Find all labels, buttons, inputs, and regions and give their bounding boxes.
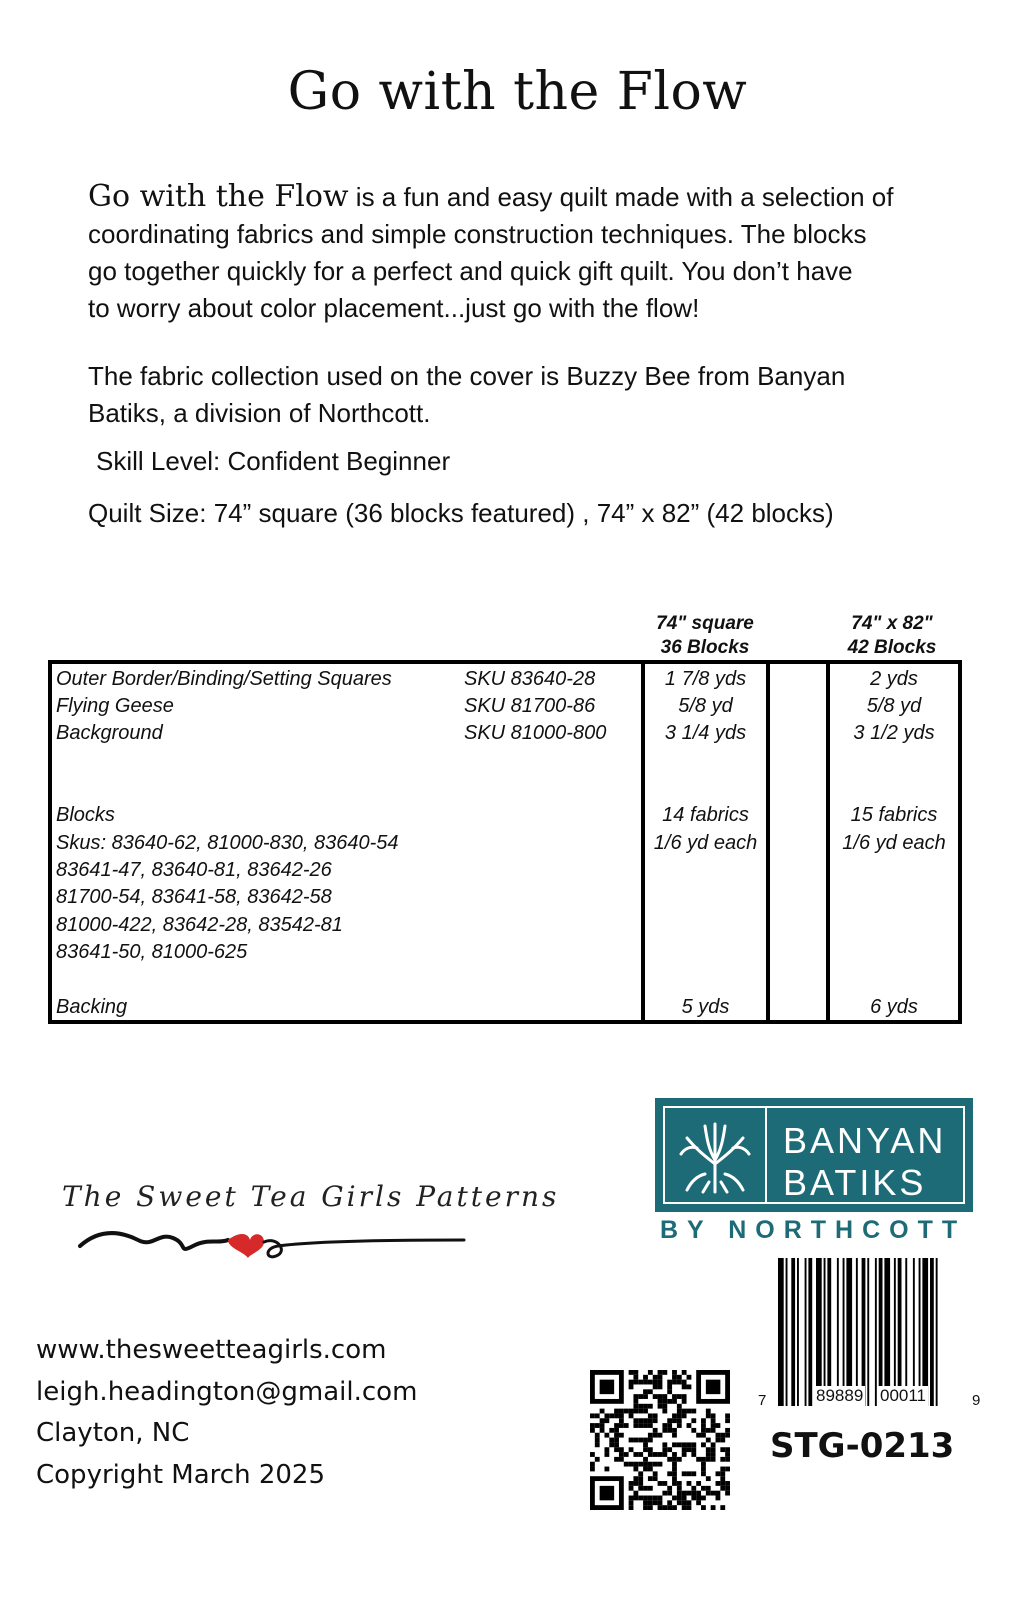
backing-label: Backing xyxy=(56,996,128,1018)
blocks-sku-line-5: 83641-50, 81000-625 xyxy=(56,941,248,963)
blocks-b-count: 15 fabrics xyxy=(850,804,938,826)
banyan-line-2: BATIKS xyxy=(783,1162,927,1203)
row-b-background: 3 1/2 yds xyxy=(853,722,935,744)
blocks-sku-line-2: 83641-47, 83640-81, 83642-26 xyxy=(56,859,332,881)
banyan-logo-wordmark xyxy=(783,1120,946,1204)
blocks-sku-line-4: 81000-422, 83642-28, 83542-81 xyxy=(56,914,343,936)
row-sku-outer-border: SKU 83640-28 xyxy=(464,668,596,690)
column-header-rect-line-2: 42 Blocks xyxy=(847,637,937,658)
row-a-flying-geese: 5/8 yd xyxy=(678,695,733,717)
location-text: Clayton, NC xyxy=(36,1418,190,1448)
row-sku-flying-geese: SKU 81700-86 xyxy=(464,695,596,717)
blocks-sku-line-3: 81700-54, 83641-58, 83642-58 xyxy=(56,886,332,908)
intro-line-1 xyxy=(88,178,958,216)
blocks-b-amount: 1/6 yd each xyxy=(842,832,946,854)
blocks-a-count: 14 fabrics xyxy=(662,804,749,826)
row-b-flying-geese: 5/8 yd xyxy=(866,695,922,717)
row-a-outer-border: 1 7/8 yds xyxy=(664,668,747,690)
barcode-icon xyxy=(778,1258,970,1406)
website-link[interactable]: www.thesweetteagirls.com xyxy=(36,1335,387,1365)
blocks-label: Blocks xyxy=(56,804,115,826)
barcode-group-2: 00011 xyxy=(880,1386,927,1405)
contact-block xyxy=(36,1330,417,1496)
column-header-rect xyxy=(826,612,958,660)
table-divider-2 xyxy=(766,664,770,1020)
intro-line-2: coordinating fabrics and simple construction techniques. The blocks xyxy=(88,219,867,249)
intro-paragraph xyxy=(88,178,958,327)
intro-line-3: go together quickly for a perfect and quick gift quilt. You don’t have xyxy=(88,256,853,286)
email-link[interactable]: leigh.headington@gmail.com xyxy=(36,1376,418,1407)
fabric-note-line-1: The fabric collection used on the cover is Buzzy Bee from Banyan xyxy=(88,361,846,391)
backing-a: 5 yds xyxy=(681,996,730,1018)
barcode-group-1: 89889 xyxy=(816,1386,864,1405)
pattern-name: Go with the Flow xyxy=(88,179,349,214)
column-header-rect-line-1: 74" x 82" xyxy=(851,613,933,634)
column-header-square xyxy=(642,612,768,660)
pattern-code: STG-0213 xyxy=(770,1426,955,1466)
column-header-square-line-1: 74" square xyxy=(656,613,754,634)
quilt-size: Quilt Size: 74” square (36 blocks featured) , 74” x 82” (42 blocks) xyxy=(88,498,834,528)
sweet-tea-logo-text: The Sweet Tea Girls Patterns xyxy=(62,1180,560,1213)
banyan-batiks-logo xyxy=(655,1098,973,1212)
barcode-lead-digit: 7 xyxy=(758,1392,767,1409)
row-b-outer-border: 2 yds xyxy=(870,668,918,690)
tree-icon xyxy=(675,1120,755,1194)
column-header-square-line-2: 36 Blocks xyxy=(660,637,750,658)
row-sku-background: SKU 81000-800 xyxy=(464,722,607,744)
fabric-note-line-2: Batiks, a division of Northcott. xyxy=(88,398,431,428)
fabric-requirements-table xyxy=(48,660,962,1024)
fabric-note xyxy=(88,358,958,432)
banyan-logo-divider xyxy=(765,1108,767,1202)
banyan-logo-frame xyxy=(663,1106,965,1204)
heart-swirl-icon xyxy=(78,1222,468,1262)
skill-level: Skill Level: Confident Beginner xyxy=(96,446,451,476)
row-name-outer-border: Outer Border/Binding/Setting Squares xyxy=(56,668,392,690)
banyan-line-1: BANYAN xyxy=(783,1120,947,1161)
intro-line-4: to worry about color placement...just go with the flow! xyxy=(88,293,700,323)
page-title: Go with the Flow xyxy=(287,62,748,122)
blocks-a-amount: 1/6 yd each xyxy=(653,832,758,854)
backing-b: 6 yds xyxy=(870,996,918,1018)
row-a-background: 3 1/4 yds xyxy=(664,722,747,744)
barcode-check-digit: 9 xyxy=(972,1392,981,1409)
copyright-text: Copyright March 2025 xyxy=(36,1459,325,1490)
intro-line-1-rest: is a fun and easy quilt made with a selection of xyxy=(348,182,894,212)
row-name-flying-geese: Flying Geese xyxy=(56,695,174,717)
blocks-sku-line-1: Skus: 83640-62, 81000-830, 83640-54 xyxy=(56,832,399,854)
row-name-background: Background xyxy=(56,722,163,744)
qr-code-icon xyxy=(590,1370,730,1510)
by-northcott: BY NORTHCOTT xyxy=(660,1216,967,1244)
